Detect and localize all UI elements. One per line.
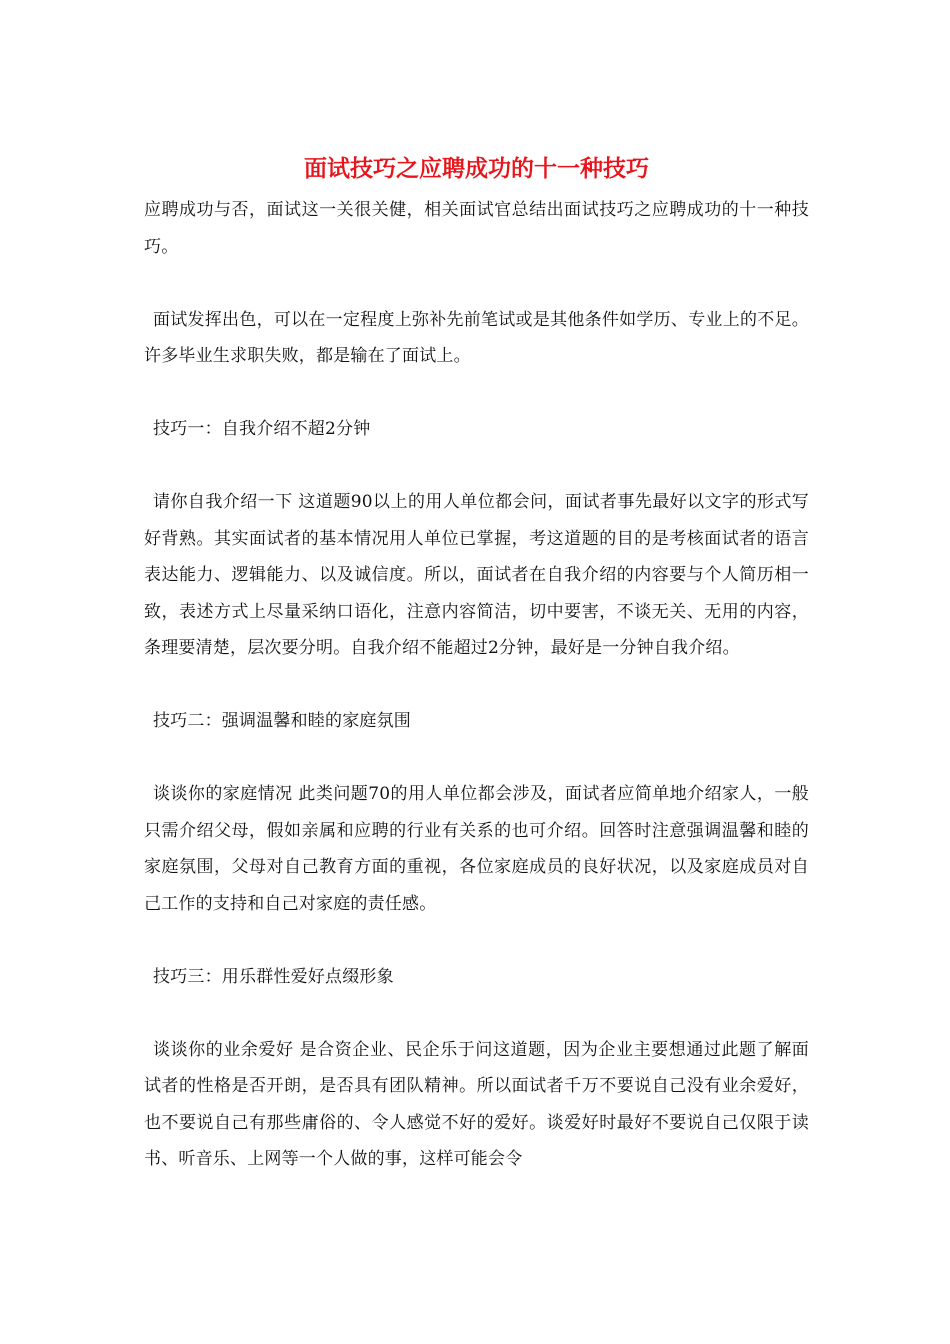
paragraph-gap — [144, 995, 809, 1032]
tip-one-heading: 技巧一：自我介绍不超2分钟 — [153, 419, 371, 439]
document-title: 面试技巧之应聘成功的十一种技巧 — [304, 155, 649, 182]
tip-three-heading: 技巧三：用乐群性爱好点缀形象 — [153, 966, 394, 987]
tip-three-paragraph: 谈谈你的业余爱好 是合资企业、民企乐于问这道题，因为企业主要想通过此题了解面试者的性格是否开朗，是否具有团队精神。所以面试者千万不要说自己没有业余爱好，也不要说自己有那些庸俗的、令人感觉不好的爱好。谈爱好时最好不要说自己仅限于读书、听音乐、上网等一个人做的事，这样可能会令 — [144, 1039, 809, 1169]
tip-two-paragraph: 谈谈你的家庭情况 此类问题70的用人单位都会涉及，面试者应简单地介绍家人，一般只需介绍父母，假如亲属和应聘的行业有关系的也可介绍。回答时注意强调温馨和睦的家庭氛围，父母对自己教育方面的重视，各位家庭成员的良好状况，以及家庭成员对自己工作的支持和自己对家庭的责任感。 — [144, 784, 809, 914]
interview-importance-paragraph: 面试发挥出色，可以在一定程度上弥补先前笔试或是其他条件如学历、专业上的不足。许多毕业生求职失败，都是输在了面试上。 — [144, 309, 809, 366]
paragraph-gap — [144, 375, 809, 412]
paragraph-gap — [144, 667, 809, 704]
paragraph-gap — [144, 448, 809, 485]
tip-two-heading: 技巧二：强调温馨和睦的家庭氛围 — [153, 711, 411, 731]
paragraph-gap — [144, 922, 809, 959]
paragraph-gap — [144, 265, 809, 302]
document-body — [144, 146, 809, 1178]
tip-one-paragraph: 请你自我介绍一下 这道题90以上的用人单位都会问，面试者事先最好以文字的形式写好背熟。其实面试者的基本情况用人单位已掌握，考这道题的目的是考核面试者的语言表达能力、逻辑能力、以及诚信度。所以，面试者在自我介绍的内容要与个人简历相一致，表述方式上尽量采纳口语化，注意内容简洁，切中要害，不谈无关、无用的内容，条理要清楚，层次要分明。自我介绍不能超过2分钟，最好是一分钟自我介绍。 — [144, 492, 809, 658]
paragraph-gap — [144, 740, 809, 777]
intro-paragraph: 应聘成功与否，面试这一关很关健，相关面试官总结出面试技巧之应聘成功的十一种技巧。 — [144, 200, 809, 257]
